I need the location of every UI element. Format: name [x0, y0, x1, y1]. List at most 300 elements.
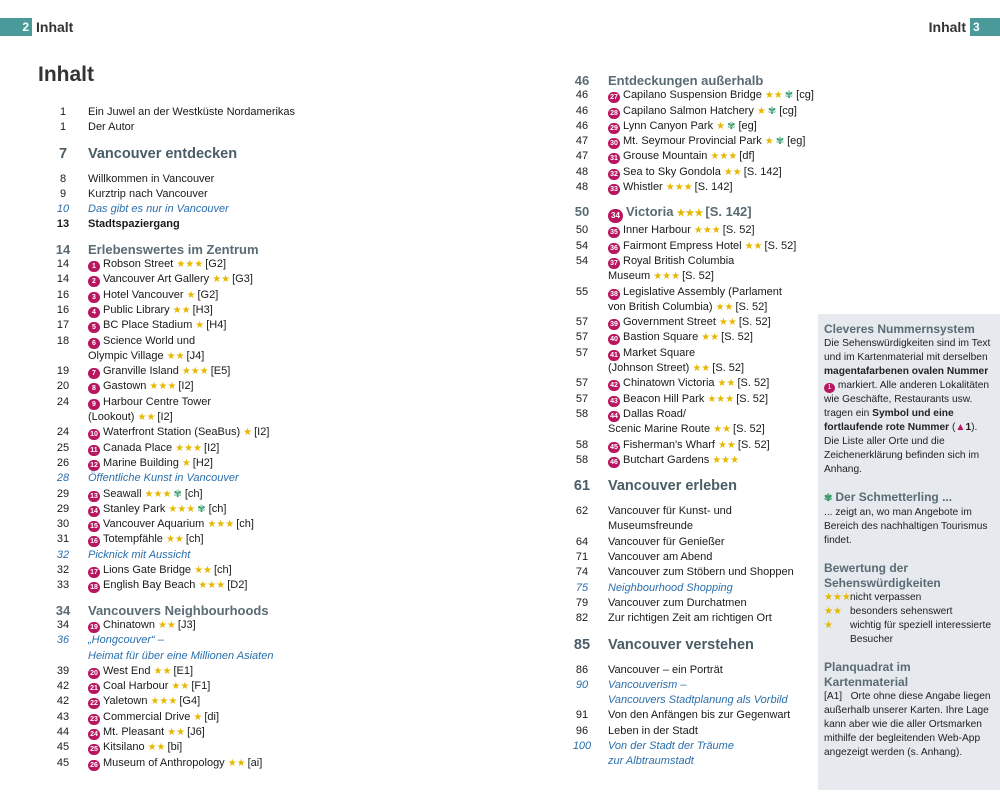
entry-text	[88, 694, 338, 709]
entry-text	[88, 502, 338, 517]
entry-title: Willkommen in Vancouver	[88, 172, 215, 185]
page-number: 45	[56, 756, 70, 769]
page-number: 36	[56, 634, 70, 647]
entry-text	[608, 739, 806, 754]
entry-title: Sea to Sky Gondola	[623, 165, 721, 178]
entry-text	[88, 379, 338, 394]
sight-number-badge: 40	[608, 334, 620, 345]
entry-title: Capilano Salmon Hatchery	[623, 104, 754, 117]
sight-number-badge: 15	[88, 521, 100, 532]
page-number	[556, 300, 608, 315]
sight-number-badge: 4	[88, 307, 100, 318]
map-reference: [I2]	[254, 426, 270, 439]
map-reference: [H4]	[206, 319, 227, 332]
entry-text	[608, 438, 806, 453]
toc-entry	[556, 504, 806, 519]
entry-text	[88, 410, 338, 425]
toc-entry	[38, 578, 338, 593]
page-number	[556, 422, 608, 437]
page-number: 25	[56, 441, 70, 454]
entry-title: Grouse Mountain	[623, 150, 708, 163]
map-reference: [S. 52]	[712, 362, 745, 375]
sight-number-badge: 42	[608, 380, 620, 391]
map-reference: [S. 52]	[682, 270, 714, 283]
rating-title: Bewertung der Sehenswürdigkeiten	[824, 561, 941, 590]
entry-text	[88, 471, 338, 486]
entry-text	[88, 145, 338, 163]
butterfly-box	[824, 490, 995, 548]
page-number: 62	[575, 505, 589, 518]
page-number: 24	[56, 426, 70, 439]
page-number: 1	[59, 106, 67, 118]
map-reference: [G2]	[205, 258, 227, 271]
toc-entry	[38, 202, 338, 217]
entry-text	[608, 119, 806, 134]
sight-number-badge: 37	[608, 258, 620, 269]
butterfly-icon: ✾	[727, 120, 736, 132]
sight-number-badge: 7	[88, 368, 100, 379]
entry-title: Museumsfreunde	[608, 520, 693, 533]
butterfly-icon: ✾	[824, 493, 833, 504]
numbering-bold-part: Symbol und eine fortlaufende rote Nummer	[824, 408, 954, 433]
entry-text	[88, 725, 338, 740]
toc-entry	[38, 145, 338, 163]
map-reference: [I2]	[178, 380, 194, 393]
butterfly-text: ... zeigt an, wo man Angebote im Bereich des nachhaltigen Tourismus findet.	[824, 507, 988, 546]
entry-text	[88, 272, 338, 287]
entry-title: Butchart Gardens	[623, 453, 710, 466]
entry-text	[88, 242, 338, 257]
toc-entry	[556, 104, 806, 119]
star-rating-icon: ★	[243, 427, 253, 439]
entry-text	[608, 269, 806, 284]
star-rating-icon: ★★	[147, 742, 166, 754]
entry-title: Public Library	[103, 303, 170, 316]
entry-title: „Hongcouver“ –	[88, 634, 164, 647]
page-number: 32	[56, 564, 70, 577]
entry-title: Kurztrip nach Vancouver	[88, 187, 208, 200]
entry-text	[608, 519, 806, 534]
star-rating-icon: ★★	[157, 619, 176, 631]
sight-number-badge: 25	[88, 744, 100, 755]
toc-entry	[38, 257, 338, 272]
sight-number-badge: 26	[88, 760, 100, 771]
entry-title: Vancouver entdecken	[88, 145, 238, 162]
page-number: 57	[575, 316, 589, 329]
page-number: 33	[56, 579, 70, 592]
map-reference: [E1]	[173, 664, 194, 677]
toc-entry	[556, 678, 806, 693]
grid-text: Orte ohne diese Angabe liegen außerhalb unserer Karten. Ihre Lage kann aber wie die aller Ortsmarken mithilfe der begleitenden Web-App angezeigt werden (s. Anhang).	[824, 691, 991, 758]
entry-title: Chinatown	[103, 618, 155, 631]
entry-title: Vancouver zum Durchatmen	[608, 596, 747, 609]
sight-number-badge: 39	[608, 319, 620, 330]
toc-entry	[38, 379, 338, 394]
entry-title: Bastion Square	[623, 331, 699, 344]
page-number: 18	[56, 334, 70, 347]
map-reference: [I2]	[157, 411, 173, 424]
page-number: 91	[575, 709, 589, 722]
page-number: 54	[575, 239, 589, 252]
toc-entry	[38, 694, 338, 709]
star-rating-icon: ★★★	[150, 696, 178, 708]
toc-entry	[556, 204, 806, 223]
page-number: 58	[575, 438, 589, 451]
entry-text	[608, 361, 806, 376]
entry-title: Museum of Anthropology	[103, 756, 225, 769]
sight-number-badge: 34	[608, 209, 623, 223]
right-page-header	[925, 18, 1000, 36]
sight-number-badge: 20	[88, 668, 100, 679]
spacer	[38, 233, 338, 242]
entry-text	[88, 517, 338, 532]
spacer	[38, 136, 338, 145]
page-number: 74	[575, 566, 589, 579]
map-reference: [F1]	[191, 680, 211, 693]
entry-text	[88, 456, 338, 471]
entry-text	[608, 149, 806, 164]
entry-text	[88, 288, 338, 303]
entry-text	[608, 693, 806, 708]
entry-text	[608, 346, 806, 361]
rating-box	[824, 561, 995, 647]
toc-entry	[556, 724, 806, 739]
page-number	[556, 361, 608, 376]
page-number: 14	[56, 258, 70, 271]
star-rating-icon: ★★	[764, 90, 783, 102]
toc-middle-column	[556, 73, 814, 770]
star-rating-icon: ★★★	[707, 393, 735, 405]
sight-number-badge: 43	[608, 396, 620, 407]
numbering-system-text	[824, 337, 995, 477]
entry-text	[88, 603, 338, 618]
entry-title: Robson Street	[103, 258, 174, 271]
map-reference: [S. 52]	[764, 239, 797, 252]
entry-text	[608, 596, 806, 611]
star-rating-icon: ★	[764, 136, 774, 148]
rating-label: nicht verpassen	[850, 592, 922, 603]
toc-entry	[38, 532, 338, 547]
left-header-title: Inhalt	[36, 19, 74, 35]
butterfly-icon: ✾	[173, 488, 182, 500]
entry-text	[608, 611, 806, 626]
entry-title: Totempfähle	[103, 533, 163, 546]
toc-entry	[556, 596, 806, 611]
page-title: Inhalt	[38, 63, 94, 86]
sight-number-badge: 44	[608, 411, 620, 422]
star-rating-icon: ★	[716, 120, 726, 132]
map-reference: [S. 142]	[743, 165, 782, 178]
entry-text	[88, 120, 338, 135]
page-number: 46	[575, 119, 589, 132]
toc-entry	[556, 693, 806, 708]
entry-title: Government Street	[623, 316, 716, 329]
rating-row	[824, 619, 995, 647]
rating-label: besonders sehenswert	[850, 606, 953, 617]
map-reference: [df]	[739, 150, 755, 163]
entry-title: (Johnson Street)	[608, 362, 690, 375]
page-number	[38, 349, 88, 364]
page-number: 57	[575, 392, 589, 405]
entry-text	[88, 217, 338, 232]
grid-square-box	[824, 660, 995, 760]
toc-entry	[38, 633, 338, 648]
star-rating-icon: ★★	[723, 166, 742, 178]
entry-text	[88, 578, 338, 593]
toc-entry	[556, 165, 806, 180]
page-number: 39	[56, 664, 70, 677]
entry-text	[608, 453, 806, 468]
toc-entry	[556, 636, 806, 654]
toc-entry	[38, 105, 338, 120]
sight-number-badge: 45	[608, 442, 620, 453]
toc-entry	[38, 563, 338, 578]
toc-entry	[38, 502, 338, 517]
star-rating-icon: ★★★	[665, 182, 693, 194]
star-icon: ★★	[824, 606, 842, 617]
spacer	[38, 163, 338, 172]
entry-title: Vancouvers Neighbourhoods	[88, 602, 269, 618]
entry-title: Beacon Hill Park	[623, 392, 705, 405]
star-rating-icon: ★★	[227, 757, 246, 769]
butterfly-icon: ✾	[775, 136, 785, 148]
page-number: 34	[56, 618, 70, 631]
page-number: 19	[56, 365, 70, 378]
star-rating-icon: ★★	[153, 665, 172, 677]
map-reference: [G4]	[179, 695, 201, 708]
toc-entry	[38, 756, 338, 771]
entry-text	[88, 548, 338, 563]
entry-text	[88, 740, 338, 755]
toc-entry	[556, 519, 806, 534]
star-rating-icon: ★★	[718, 317, 737, 329]
entry-text	[88, 334, 338, 349]
sight-number-badge: 33	[608, 184, 620, 195]
entry-text	[88, 563, 338, 578]
toc-entry	[38, 456, 338, 471]
page-number: 17	[56, 319, 70, 332]
toc-left-column	[38, 105, 338, 771]
entry-text	[88, 395, 338, 410]
toc-entry	[38, 120, 338, 135]
entry-title: Picknick mit Aussicht	[88, 548, 191, 561]
sight-number-badge: 18	[88, 582, 100, 593]
butterfly-icon: ✾	[197, 503, 206, 515]
page-number: 57	[575, 377, 589, 390]
map-reference: [I2]	[204, 441, 220, 454]
entry-text	[608, 315, 806, 330]
star-rating-icon: ★★	[701, 332, 720, 344]
toc-entry	[556, 407, 806, 422]
sight-number-badge: 23	[88, 714, 100, 725]
star-rating-icon: ★★	[212, 274, 231, 286]
entry-text	[608, 477, 806, 495]
toc-entry	[556, 300, 806, 315]
sight-number-badge: 6	[88, 338, 100, 349]
numbering-text-part: (	[951, 422, 956, 433]
entry-text	[608, 180, 806, 195]
entry-title: Fisherman's Wharf	[623, 438, 715, 451]
spacer	[556, 654, 806, 663]
entry-title: Olympic Village	[88, 349, 164, 362]
sight-number-badge: 41	[608, 350, 620, 361]
entry-title: Mt. Seymour Provincial Park	[623, 135, 762, 148]
spacer	[556, 495, 806, 504]
toc-entry	[556, 149, 806, 164]
rating-row	[824, 605, 995, 619]
entry-text	[88, 257, 338, 272]
entry-title: Neighbourhood Shopping	[608, 581, 733, 594]
toc-entry	[556, 223, 806, 238]
star-rating-icon: ★★	[692, 363, 711, 375]
sight-number-badge: 22	[88, 698, 100, 709]
entry-title: Mt. Pleasant	[103, 725, 165, 738]
entry-title: Chinatown Victoria	[623, 377, 715, 390]
map-reference: [bi]	[167, 741, 183, 754]
star-rating-icon: ★★★	[144, 488, 172, 500]
left-page-header	[0, 18, 77, 36]
sight-number-badge: 8	[88, 383, 100, 394]
sight-number-badge: 35	[608, 227, 620, 238]
page-number: 29	[56, 502, 70, 515]
entry-title: von British Columbia)	[608, 300, 713, 313]
entry-text	[608, 407, 806, 422]
map-reference: [D2]	[227, 579, 248, 592]
map-reference: [ch]	[184, 487, 203, 500]
map-reference: [S. 52]	[722, 224, 755, 237]
entry-title: Von den Anfängen bis zur Gegenwart	[608, 709, 791, 722]
page-number: 14	[56, 273, 70, 286]
map-reference: [J3]	[177, 618, 196, 631]
page-number: 82	[575, 612, 589, 625]
toc-entry	[38, 288, 338, 303]
entry-title: Gastown	[103, 380, 147, 393]
entry-text	[608, 422, 806, 437]
toc-entry	[556, 239, 806, 254]
entry-title: Erlebenswertes im Zentrum	[88, 241, 259, 257]
toc-entry	[38, 172, 338, 187]
page-number: 96	[575, 724, 589, 737]
red-marker-number: 1	[965, 422, 972, 433]
star-rating-icon: ★★	[137, 412, 156, 424]
entry-title: Fairmont Empress Hotel	[623, 239, 742, 252]
map-reference: [S. 52]	[735, 300, 768, 313]
entry-title: Heimat für über eine Millionen Asiaten	[88, 649, 274, 662]
page-number	[556, 754, 608, 769]
map-reference: [ch]	[214, 564, 232, 577]
toc-entry	[556, 581, 806, 596]
numbering-text-part: markiert. Alle anderen Lokalitäten wie Geschäfte, Restaurants usw. tragen ein	[824, 380, 990, 419]
page-number	[556, 693, 608, 708]
entry-text	[88, 756, 338, 771]
toc-entry	[556, 315, 806, 330]
page-number: 31	[56, 533, 70, 546]
toc-entry	[38, 187, 338, 202]
toc-entry	[38, 548, 338, 563]
entry-title: Ein Juwel an der Westküste Nordamerikas	[88, 106, 296, 118]
star-rating-icon: ★	[195, 320, 205, 332]
page-number: 9	[59, 187, 67, 200]
entry-title: Royal British Columbia	[623, 254, 735, 267]
star-rating-icon: ★★	[194, 565, 212, 577]
star-rating-icon: ★★	[713, 424, 732, 436]
entry-title: Lions Gate Bridge	[103, 564, 192, 577]
map-reference: [H3]	[192, 303, 213, 316]
entry-text	[608, 550, 806, 565]
map-reference: [J4]	[186, 349, 205, 362]
map-reference: [E5]	[210, 365, 231, 378]
entry-text	[88, 303, 338, 318]
entry-title: Harbour Centre Tower	[103, 395, 212, 408]
toc-entry	[38, 242, 338, 257]
map-reference: [S. 52]	[738, 316, 771, 329]
entry-text	[608, 330, 806, 345]
numbering-text-part: Die Sehenswürdigkeiten sind im Text und im Kartenmaterial mit derselben	[824, 338, 991, 363]
entry-title: (Lookout)	[88, 411, 135, 424]
star-rating-icon: ★★★	[198, 580, 226, 592]
map-reference: [S. 142]	[694, 181, 733, 194]
entry-title: Zur richtigen Zeit am richtigen Ort	[608, 612, 772, 625]
entry-title: Yaletown	[103, 695, 148, 708]
star-rating-icon: ★★	[717, 378, 736, 390]
star-rating-icon: ★★★	[676, 208, 704, 220]
toc-entry	[38, 334, 338, 349]
toc-entry	[556, 88, 814, 103]
entry-title: Vancouver – ein Porträt	[608, 663, 723, 676]
sight-number-badge: 24	[88, 729, 100, 740]
map-reference: [S. 52]	[737, 377, 770, 390]
star-rating-icon: ★★★	[653, 271, 681, 283]
sight-number-badge: 21	[88, 683, 100, 694]
map-reference: [S. 142]	[705, 204, 752, 220]
entry-text	[608, 134, 806, 149]
star-rating-icon: ★★★	[207, 519, 235, 531]
page-number: 48	[575, 181, 589, 194]
star-rating-icon: ★★	[165, 534, 184, 546]
sight-number-badge: 13	[88, 491, 100, 502]
page-number: 55	[575, 285, 589, 298]
map-reference: [ch]	[236, 518, 254, 531]
map-reference: [J6]	[187, 725, 205, 738]
entry-text	[608, 376, 806, 391]
toc-entry	[38, 441, 338, 456]
entry-title: Vancouver am Abend	[608, 551, 713, 564]
entry-text	[608, 678, 806, 693]
butterfly-icon: ✾	[767, 105, 777, 117]
toc-entry	[556, 708, 806, 723]
page-number: 43	[56, 710, 70, 723]
butterfly-title-text: Der Schmetterling ...	[835, 490, 953, 504]
star-rating-icon: ★	[186, 289, 196, 301]
page-number: 32	[56, 548, 70, 561]
page-number	[556, 519, 608, 534]
entry-title: Vancouver für Kunst- und	[608, 505, 732, 518]
toc-entry	[38, 740, 338, 755]
entry-title: Granville Island	[103, 365, 179, 378]
page-number: 46	[575, 104, 589, 117]
toc-entry	[556, 376, 806, 391]
entry-text	[608, 636, 806, 654]
page-number: 58	[575, 407, 589, 420]
page-number: 24	[56, 395, 70, 408]
toc-entry	[556, 73, 806, 88]
entry-text	[608, 708, 806, 723]
page-number: 57	[575, 346, 589, 359]
entry-title: Legislative Assembly (Parlament	[623, 285, 782, 298]
star-rating-icon: ★★★	[181, 366, 209, 378]
toc-entry	[556, 330, 806, 345]
entry-title: BC Place Stadium	[103, 319, 193, 332]
